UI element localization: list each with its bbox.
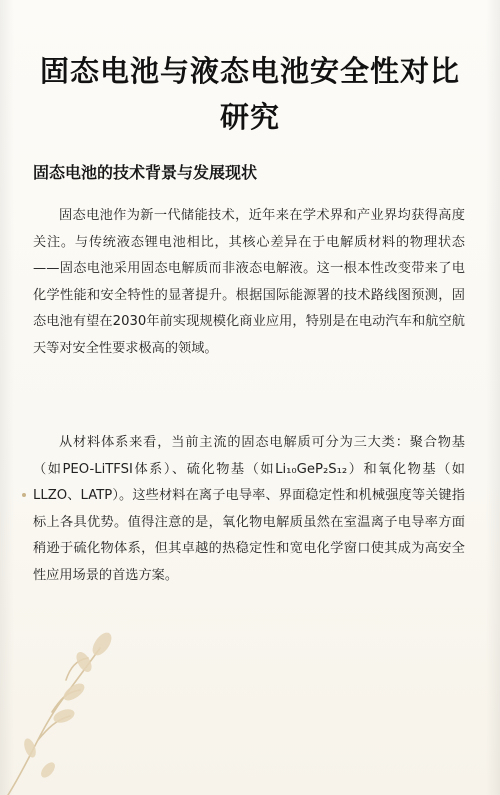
paragraph-1: 固态电池作为新一代储能技术，近年来在学术界和产业界均获得高度关注。与传统液态锂电池相比，其核心差异在于电解质材料的物理状态——固态电池采用固态电解质而非液态电解液。这一根本性改变带来了电化学性能和安全特性的显著提升。根据国际能源署的技术路线图预测，固态电池有望在2030年前实现规模化商业应用，特别是在电动汽车和航空航天等对安全性要求极高的领域。 [33, 208, 465, 356]
page-edge-right [486, 0, 500, 795]
paragraph-2: 从材料体系来看，当前主流的固态电解质可分为三大类：聚合物基（如PEO-LiTFSI体系）、硫化物基（如Li₁₀GeP₂S₁₂）和氧化物基（如LLZO、LATP）。这些材料在离子电导率、界面稳定性和机械强度等关键指标上各具优势。值得注意的是，氧化物电解质虽然在室温离子电导率方面稍逊于硫化物体系，但其卓越的热稳定性和宽电化学窗口使其成为高安全性应用场景的首选方案。 [33, 435, 465, 583]
botanical-branch-icon [0, 620, 130, 795]
document-title: 固态电池与液态电池安全性对比研究 [39, 54, 460, 134]
decorative-dot [22, 493, 26, 497]
section-heading: 固态电池的技术背景与发展现状 [33, 163, 258, 182]
